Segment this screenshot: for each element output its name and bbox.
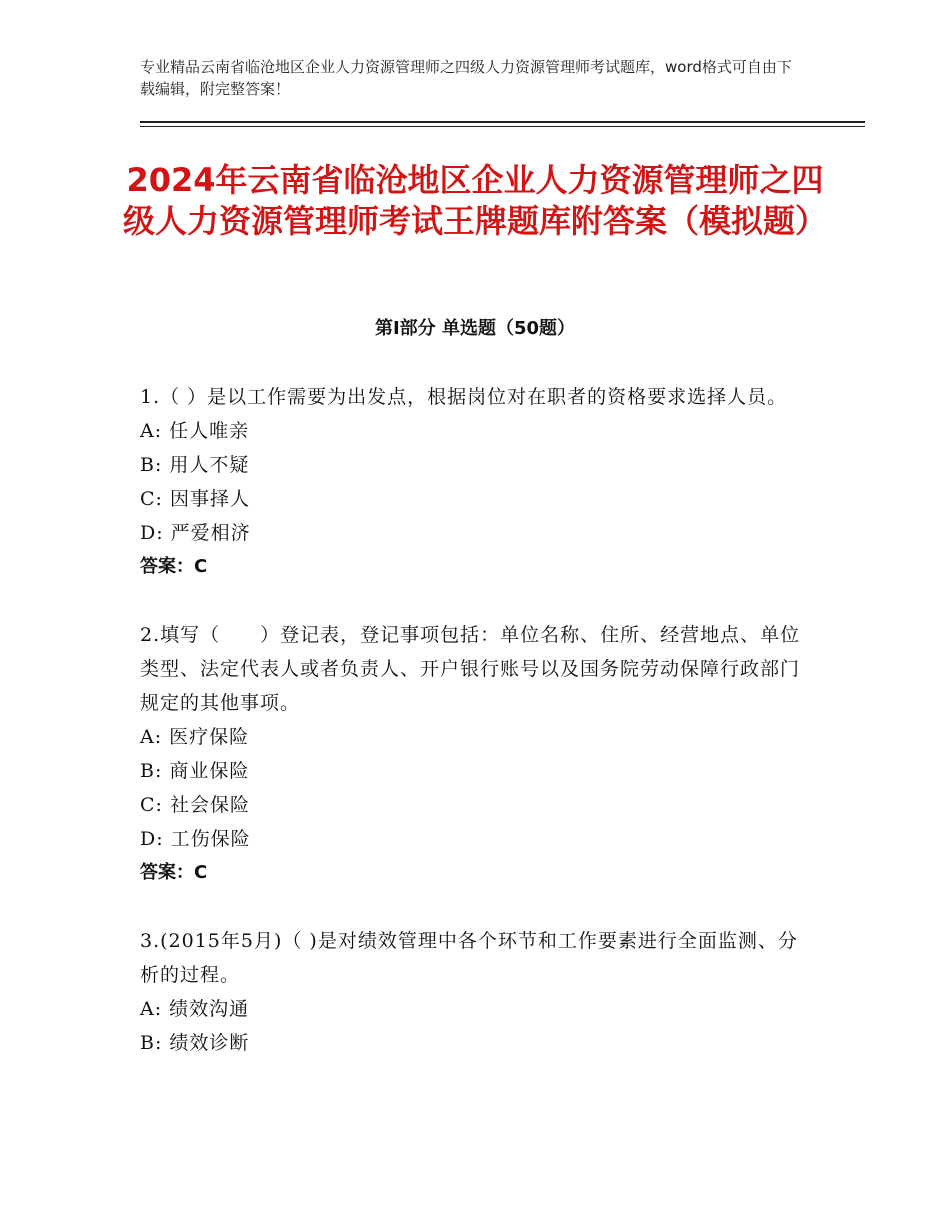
header-rule-thin <box>140 126 865 127</box>
option-a: A: 绩效沟通 <box>140 998 250 1020</box>
question-list <box>140 380 810 1094</box>
question-stem: 3.(2015年5月)（ )是对绩效管理中各个环节和工作要素进行全面监测、分析的过程。 <box>140 930 798 986</box>
option-d: D: 严爱相济 <box>140 522 251 544</box>
answer: 答案：C <box>140 556 208 577</box>
option-d: D: 工伤保险 <box>140 828 251 850</box>
option-b: B: 绩效诊断 <box>140 1032 250 1054</box>
question-stem: 2.填写（ ）登记表，登记事项包括：单位名称、住所、经营地点、单位类型、法定代表人或者负责人、开户银行账号以及国务院劳动保障行政部门规定的其他事项。 <box>140 624 801 714</box>
question-1 <box>140 380 810 584</box>
option-a: A: 任人唯亲 <box>140 420 250 442</box>
option-a: A: 医疗保险 <box>140 726 250 748</box>
question-stem: 1.（ ）是以工作需要为出发点，根据岗位对在职者的资格要求选择人员。 <box>140 386 788 408</box>
option-c: C: 社会保险 <box>140 794 250 816</box>
question-2 <box>140 618 810 890</box>
answer: 答案：C <box>140 862 208 883</box>
header-note: 专业精品云南省临沧地区企业人力资源管理师之四级人力资源管理师考试题库，word格式可自由下载编辑，附完整答案！ <box>140 58 792 98</box>
option-b: B: 商业保险 <box>140 760 250 782</box>
section-title: 第Ⅰ部分 单选题（50题） <box>374 318 575 339</box>
question-3 <box>140 924 810 1060</box>
option-b: B: 用人不疑 <box>140 454 250 476</box>
header-rule-thick <box>140 121 865 123</box>
option-c: C: 因事择人 <box>140 488 250 510</box>
document-title: 2024年云南省临沧地区企业人力资源管理师之四级人力资源管理师考试王牌题库附答案（模拟题） <box>122 161 827 240</box>
